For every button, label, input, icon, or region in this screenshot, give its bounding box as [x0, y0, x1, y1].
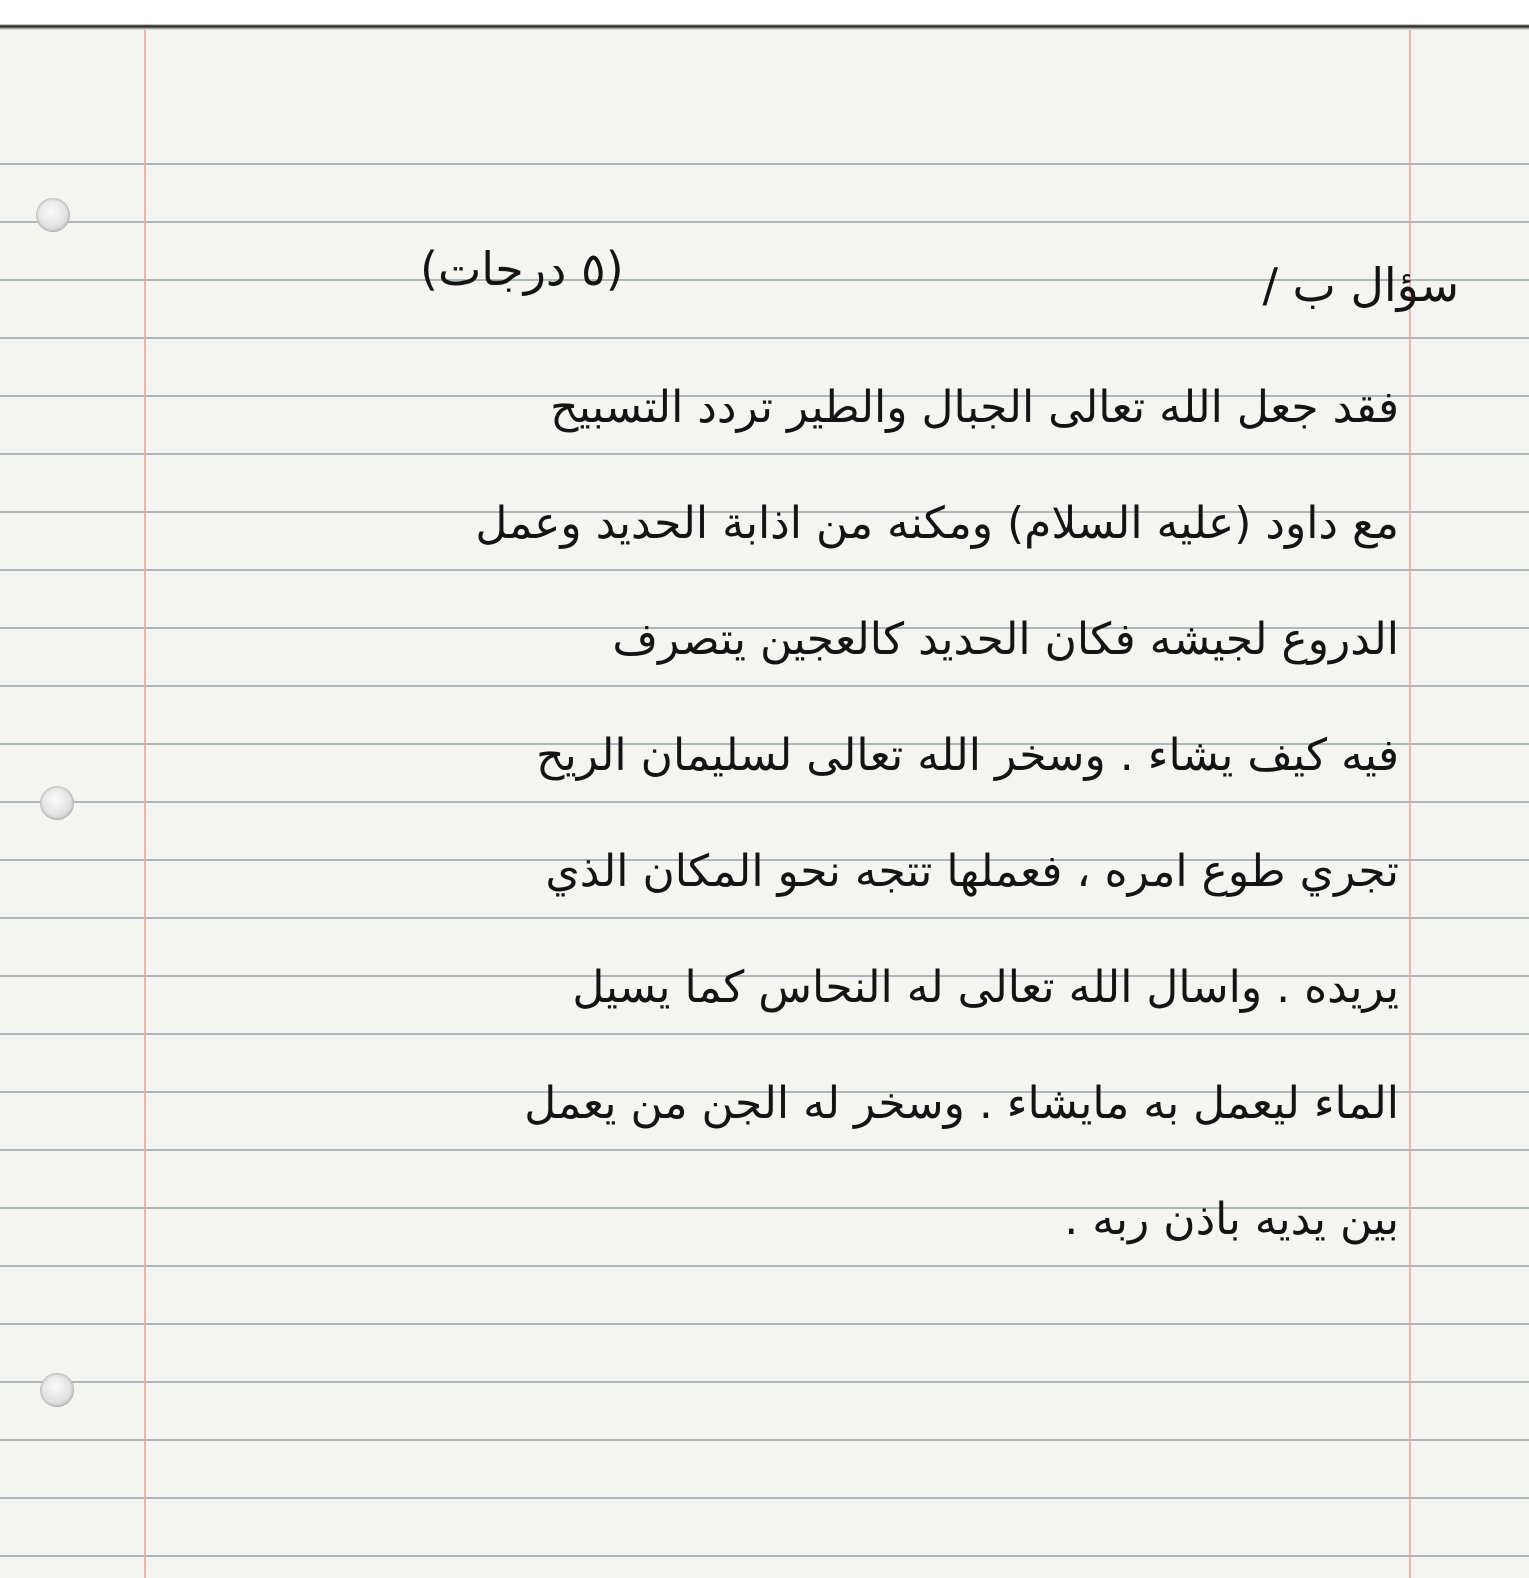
binder-hole-top [36, 198, 70, 232]
answer-line: يريده . واسال الله تعالى له النحاس كما يسيل [572, 962, 1399, 1013]
binder-hole-middle [40, 786, 74, 820]
answer-line: فيه كيف يشاء . وسخر الله تعالى لسليمان الريح [536, 730, 1399, 781]
binder-hole-bottom [40, 1373, 74, 1407]
question-label: سؤال ب / [1262, 258, 1459, 312]
answer-line: مع داود (عليه السلام) ومكنه من اذابة الحديد وعمل [475, 498, 1399, 549]
answer-line: فقد جعل الله تعالى الجبال والطير تردد التسبيح [550, 382, 1399, 433]
answer-line: الدروع لجيشه فكان الحديد كالعجين يتصرف [612, 614, 1399, 665]
answer-line: تجري طوع امره ، فعملها تتجه نحو المكان الذي [545, 846, 1399, 897]
grade-note: (٥ درجات) [420, 242, 624, 296]
answer-line: الماء ليعمل به مايشاء . وسخر له الجن من يعمل [524, 1078, 1399, 1129]
answer-line: بين يديه باذن ربه . [1064, 1194, 1399, 1245]
